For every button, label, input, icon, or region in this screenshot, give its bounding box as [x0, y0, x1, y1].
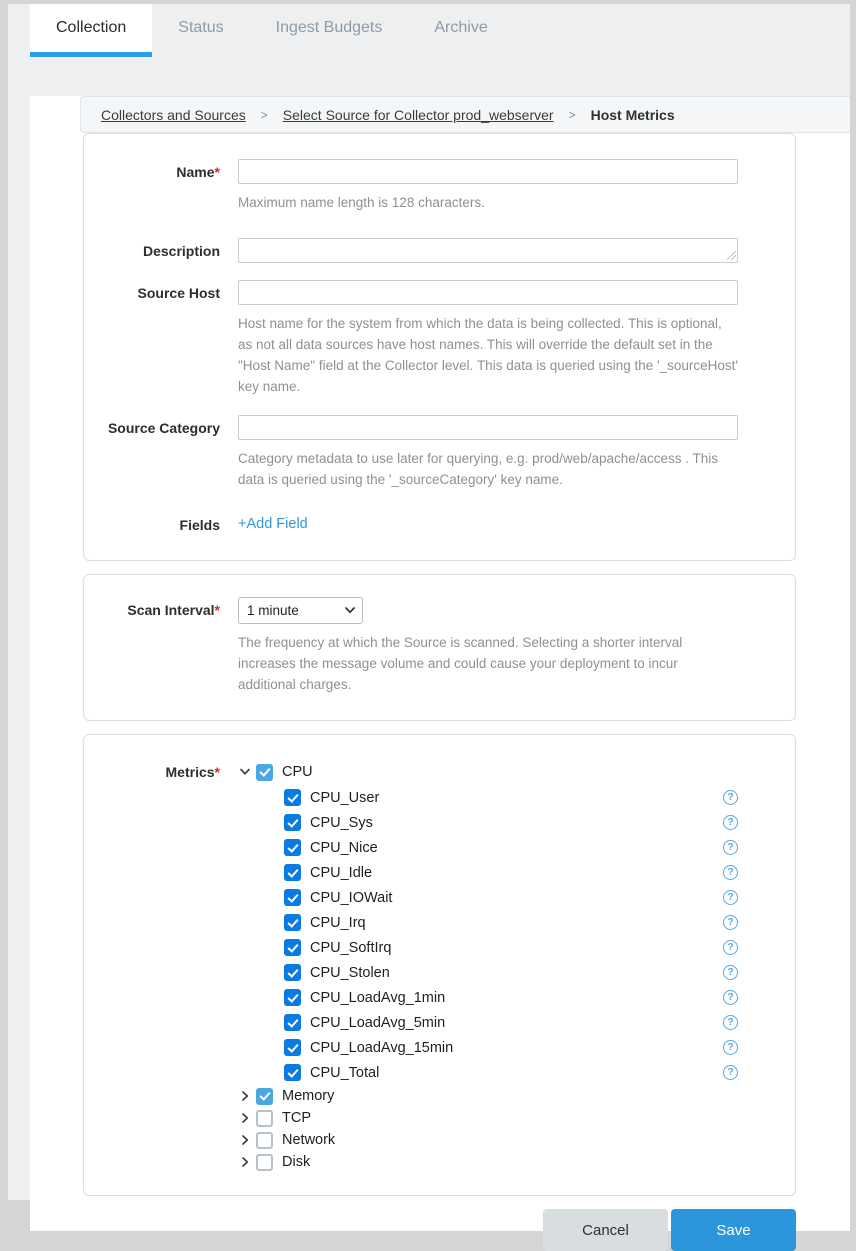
metric-group-row-tcp — [238, 1107, 738, 1129]
metric-group-label: Network — [282, 1132, 336, 1149]
metrics-panel — [83, 734, 796, 1196]
metric-label: CPU_Nice — [310, 839, 378, 856]
source-category-helper-text: Category metadata to use later for querying, e.g. prod/web/apache/access . This data is queried using the '_sourceCategory' key name. — [238, 450, 719, 487]
source-category-label: Source Category — [107, 419, 220, 436]
metric-row-cpu-stolen — [238, 960, 738, 985]
help-icon[interactable]: ? — [723, 915, 738, 930]
memory-group-checkbox[interactable] — [256, 1088, 273, 1105]
chevron-right-icon[interactable] — [238, 1156, 252, 1168]
cpu-iowait-checkbox[interactable] — [284, 889, 301, 906]
name-input[interactable] — [238, 159, 738, 184]
source-host-field-row — [84, 280, 795, 398]
name-label-text: Name — [176, 164, 215, 180]
name-field-row — [84, 159, 795, 214]
scan-interval-row — [84, 597, 795, 696]
save-button[interactable]: Save — [671, 1209, 796, 1251]
metric-row-cpu-loadavg-1min — [238, 985, 738, 1010]
help-icon[interactable]: ? — [723, 890, 738, 905]
chevron-right-icon[interactable] — [238, 1134, 252, 1146]
cpu-nice-checkbox[interactable] — [284, 839, 301, 856]
tab-status[interactable] — [152, 4, 249, 57]
tab-archive[interactable] — [408, 4, 513, 57]
description-field-row — [84, 238, 795, 263]
tab-status-label: Status — [178, 19, 224, 36]
scan-interval-panel — [83, 574, 796, 721]
metric-label: CPU_LoadAvg_15min — [310, 1039, 454, 1056]
network-group-checkbox[interactable] — [256, 1132, 273, 1149]
metric-row-cpu-iowait — [238, 885, 738, 910]
breadcrumb-collectors-and-sources[interactable]: Collectors and Sources — [101, 106, 246, 123]
name-helper-text: Maximum name length is 128 characters. — [238, 195, 485, 210]
metrics-row — [84, 759, 795, 1173]
scan-interval-select[interactable] — [238, 597, 363, 624]
breadcrumb-select-source[interactable]: Select Source for Collector prod_webserver — [282, 106, 554, 123]
metrics-label-text: Metrics — [165, 764, 215, 781]
metric-group-row-network — [238, 1129, 738, 1151]
cpu-loadavg-15min-checkbox[interactable] — [284, 1039, 301, 1056]
breadcrumb-separator: > — [568, 107, 576, 122]
name-required-asterisk: * — [214, 164, 220, 180]
top-tab-bar — [8, 4, 850, 57]
metric-row-cpu-loadavg-15min — [238, 1035, 738, 1060]
metric-group-row-memory — [238, 1085, 738, 1107]
tab-collection[interactable] — [30, 4, 152, 57]
cpu-total-checkbox[interactable] — [284, 1064, 301, 1081]
metric-group-label: Memory — [282, 1088, 335, 1105]
metric-label: CPU_Idle — [310, 864, 373, 881]
help-icon[interactable]: ? — [723, 1040, 738, 1055]
tab-collection-label: Collection — [56, 19, 127, 36]
metric-label: CPU_LoadAvg_5min — [310, 1014, 446, 1031]
scan-interval-required-asterisk: * — [214, 602, 220, 619]
help-icon[interactable]: ? — [723, 940, 738, 955]
metric-row-cpu-user — [238, 785, 738, 810]
metric-group-row-cpu — [238, 759, 738, 785]
metric-row-cpu-sys — [238, 810, 738, 835]
fields-row — [84, 512, 795, 534]
source-category-field-row — [84, 415, 795, 491]
metric-row-cpu-irq — [238, 910, 738, 935]
chevron-right-icon[interactable] — [238, 1112, 252, 1124]
help-icon[interactable]: ? — [723, 790, 738, 805]
metric-row-cpu-idle — [238, 860, 738, 885]
scan-interval-label — [84, 597, 220, 696]
metric-group-label: TCP — [282, 1110, 311, 1127]
help-icon[interactable]: ? — [723, 965, 738, 980]
cpu-loadavg-5min-checkbox[interactable] — [284, 1014, 301, 1031]
breadcrumb-separator: > — [260, 107, 268, 122]
metrics-tree — [238, 759, 738, 1173]
tab-ingest-budgets-label: Ingest Budgets — [275, 19, 383, 36]
help-icon[interactable]: ? — [723, 865, 738, 880]
scan-interval-label-text: Scan Interval — [127, 602, 215, 619]
metric-label: CPU_Stolen — [310, 964, 390, 981]
metric-label: CPU_User — [310, 789, 380, 806]
breadcrumb-current-page: Host Metrics — [590, 106, 675, 123]
source-details-panel — [83, 133, 796, 561]
cpu-irq-checkbox[interactable] — [284, 914, 301, 931]
cpu-idle-checkbox[interactable] — [284, 864, 301, 881]
metric-label: CPU_Sys — [310, 814, 373, 831]
source-category-input[interactable] — [238, 415, 738, 440]
metric-label: CPU_LoadAvg_1min — [310, 989, 446, 1006]
source-host-helper-text: Host name for the system from which the data is being collected. This is optional, as not all data sources have host names. This will override the default set in the "Host Name" field at the Collector level. This data is queried using the '_sourceHost' key name. — [238, 315, 738, 394]
form-actions — [30, 1209, 796, 1251]
help-icon[interactable]: ? — [723, 1065, 738, 1080]
cpu-user-checkbox[interactable] — [284, 789, 301, 806]
metric-group-label: CPU — [282, 764, 313, 781]
breadcrumb — [80, 96, 850, 133]
metric-group-label: Disk — [282, 1154, 311, 1171]
chevron-right-icon[interactable] — [238, 1090, 252, 1102]
help-icon[interactable]: ? — [723, 840, 738, 855]
add-field-link[interactable]: +Add Field — [238, 516, 308, 533]
help-icon[interactable]: ? — [723, 815, 738, 830]
cpu-stolen-checkbox[interactable] — [284, 964, 301, 981]
cpu-loadavg-1min-checkbox[interactable] — [284, 989, 301, 1006]
tcp-group-checkbox[interactable] — [256, 1110, 273, 1127]
metric-label: CPU_Total — [310, 1064, 380, 1081]
metrics-required-asterisk: * — [214, 764, 220, 781]
tab-archive-label: Archive — [434, 19, 488, 36]
metric-label: CPU_IOWait — [310, 889, 393, 906]
cancel-button[interactable]: Cancel — [543, 1209, 668, 1251]
description-label: Description — [142, 242, 220, 259]
disk-group-checkbox[interactable] — [256, 1154, 273, 1171]
fields-label: Fields — [179, 517, 220, 534]
cpu-group-checkbox[interactable] — [256, 764, 273, 781]
help-icon[interactable]: ? — [723, 1015, 738, 1030]
metric-row-cpu-loadavg-5min — [238, 1010, 738, 1035]
help-icon[interactable]: ? — [723, 990, 738, 1005]
tab-ingest-budgets[interactable] — [250, 4, 409, 57]
metric-row-cpu-total — [238, 1060, 738, 1085]
description-textarea[interactable] — [238, 238, 738, 263]
metric-row-cpu-softirq — [238, 935, 738, 960]
source-host-label: Source Host — [137, 284, 220, 301]
scan-interval-helper-text: The frequency at which the Source is scanned. Selecting a shorter interval increases the message volume and could cause your deployment to incur additional charges. — [238, 635, 683, 693]
chevron-down-icon[interactable] — [238, 766, 252, 778]
source-host-input[interactable] — [238, 280, 738, 305]
app-window — [8, 4, 850, 1239]
metric-label: CPU_Irq — [310, 914, 366, 931]
metric-group-row-disk — [238, 1151, 738, 1173]
metric-row-cpu-nice — [238, 835, 738, 860]
cpu-softirq-checkbox[interactable] — [284, 939, 301, 956]
metric-label: CPU_SoftIrq — [310, 939, 392, 956]
metrics-label — [84, 759, 220, 1173]
cpu-sys-checkbox[interactable] — [284, 814, 301, 831]
content-card — [30, 96, 850, 1239]
name-label — [84, 159, 220, 214]
